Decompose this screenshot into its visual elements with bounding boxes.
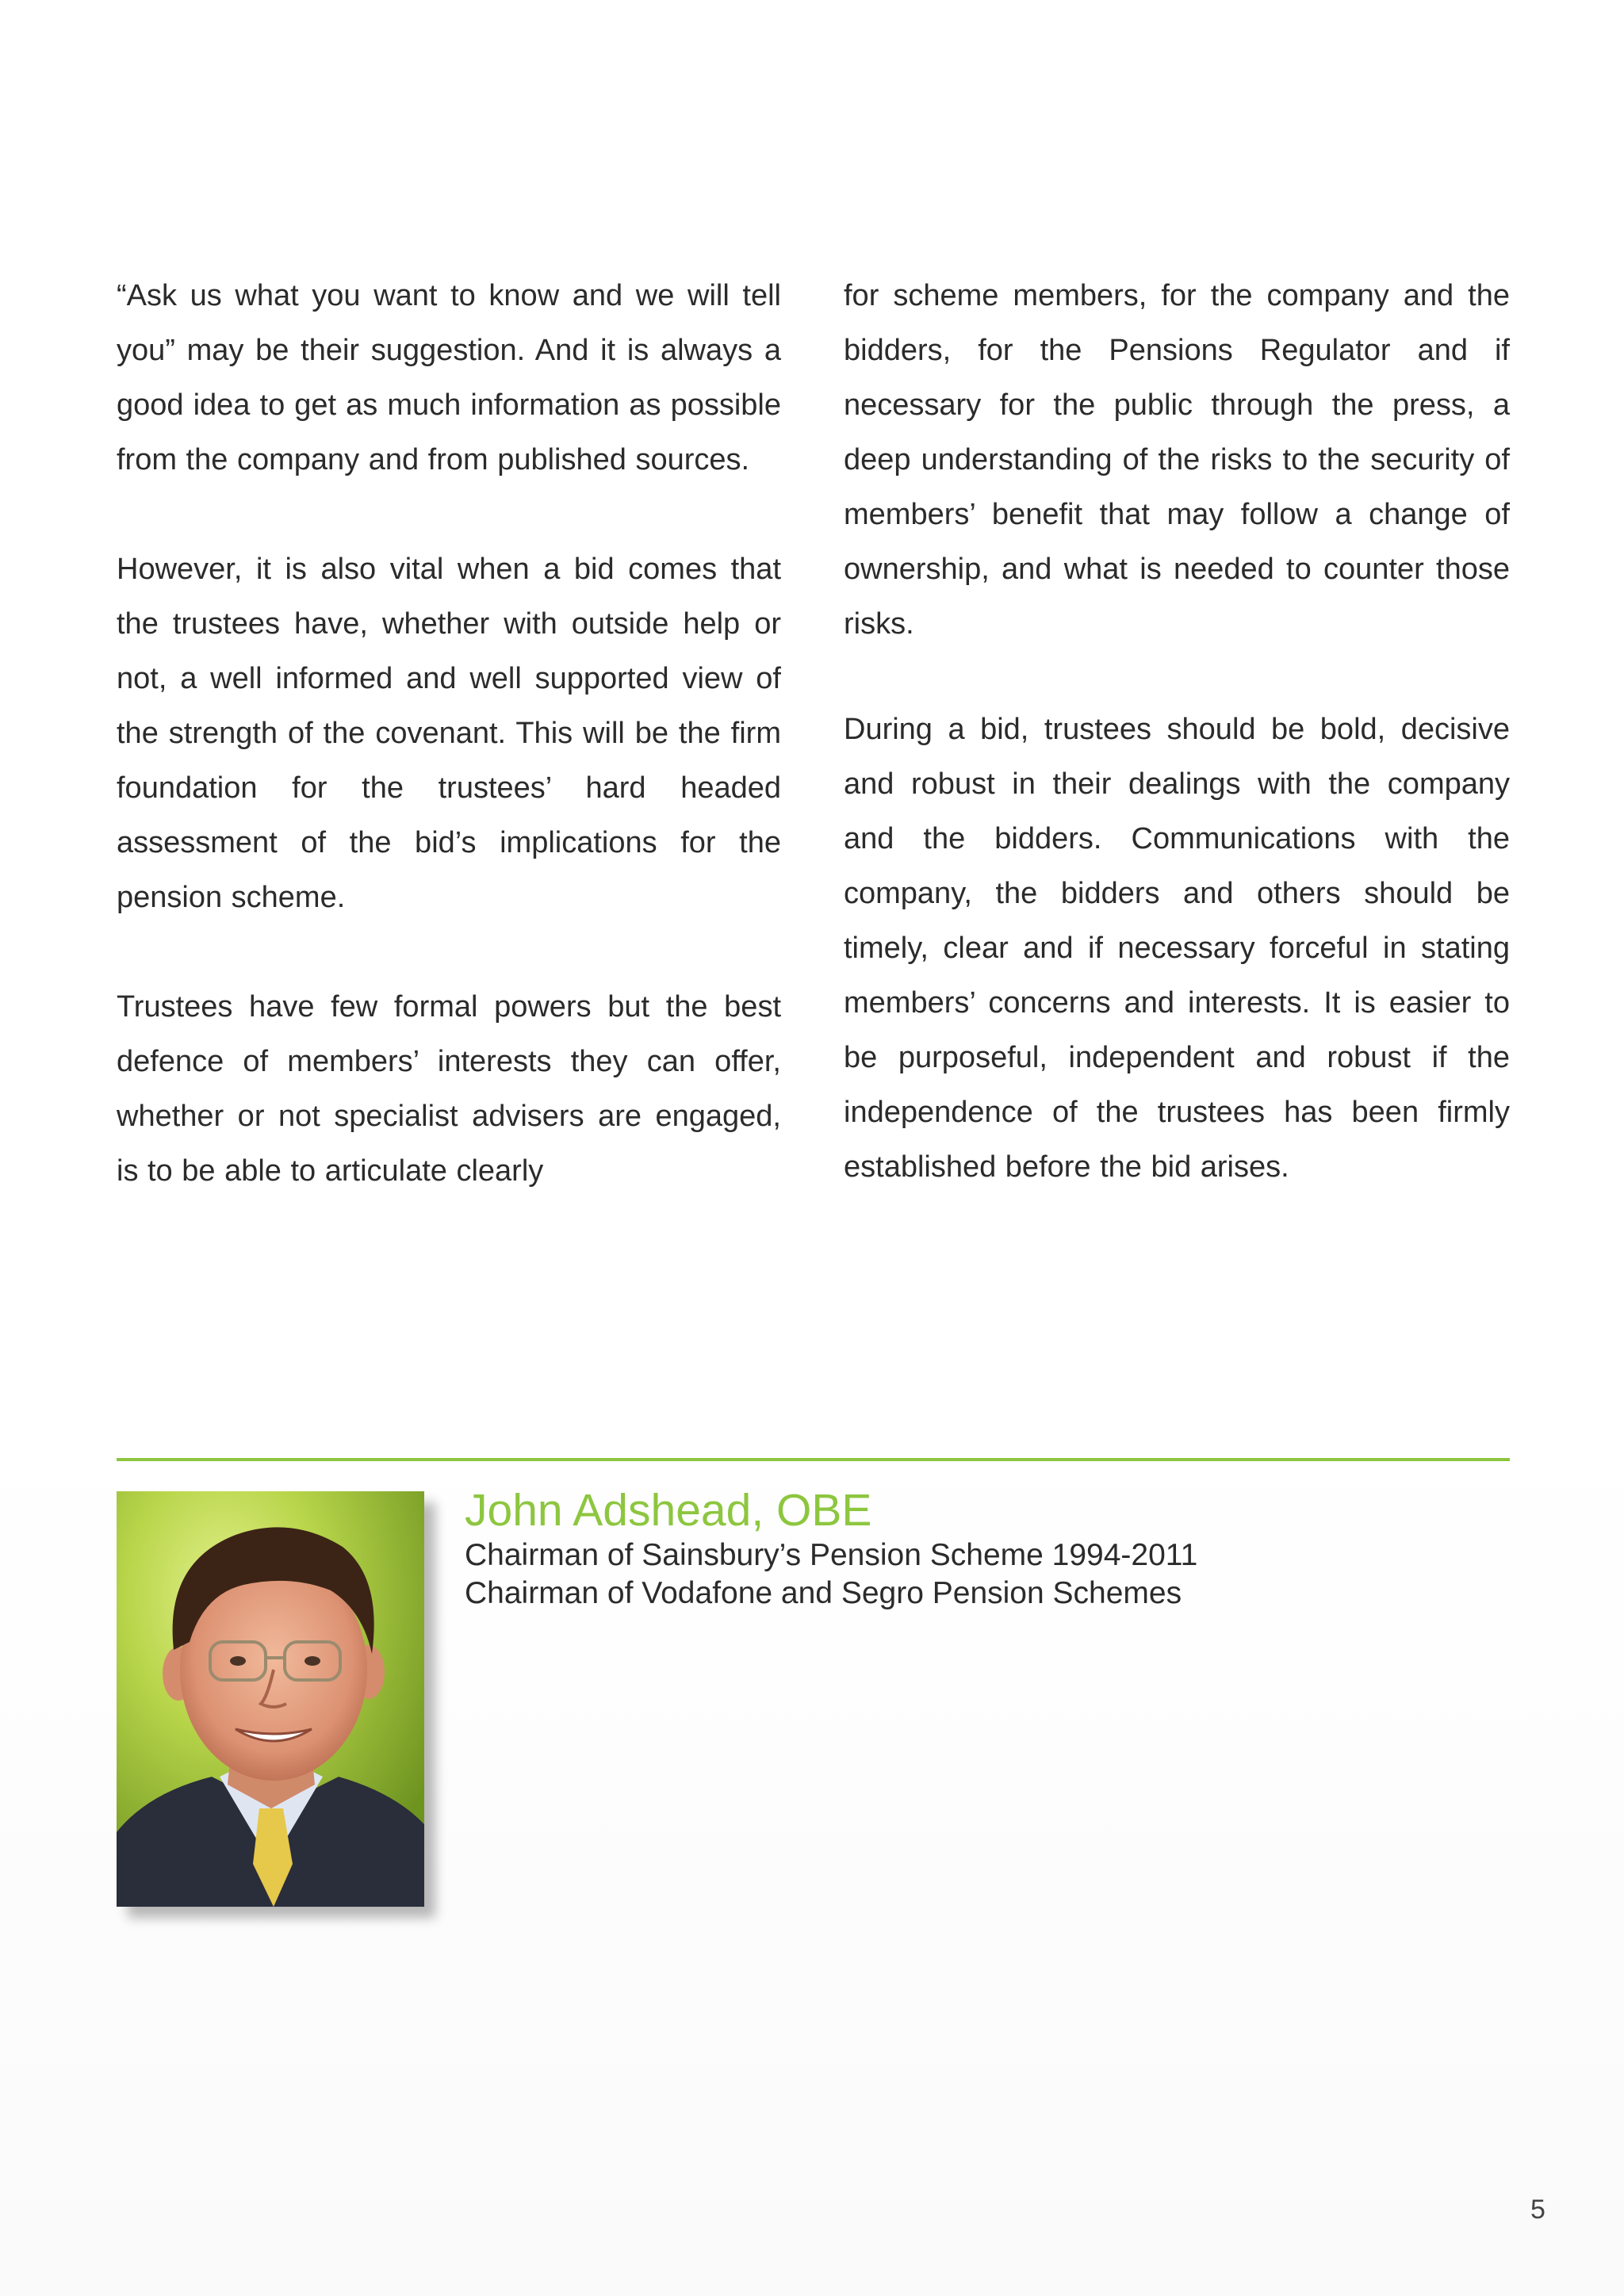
author-bio (465, 1484, 1197, 1613)
author-role-2: Chairman of Vodafone and Segro Pension Schemes (465, 1576, 1182, 1610)
page-number: 5 (1530, 2195, 1545, 2225)
right-paragraph-2: During a bid, trustees should be bold, decisive and robust in their dealings with the company and the bidders. Communications with the company, the bidders and others should be timely, clear and if necessary forceful in stating members’ concerns and interests. It is easier to be purposeful, independent and robust if the independence of the trustees has been firmly established before the bid arises. (844, 713, 1510, 1184)
left-paragraph-3: Trustees have few formal powers but the best defence of members’ interests they can offer, whether or not specialist advisers are engaged, is to be able to articulate clearly (117, 990, 781, 1188)
portrait-illustration (117, 1491, 424, 1907)
author-role-1: Chairman of Sainsbury’s Pension Scheme 1994-2011 (465, 1538, 1198, 1572)
left-paragraph-1: “Ask us what you want to know and we will tell you” may be their suggestion. And it is always a good idea to get as much information as possible from the company and from published sources. (117, 279, 781, 476)
right-column (844, 269, 1510, 1249)
portrait-photo (117, 1491, 424, 1907)
author-name: John Adshead, OBE (465, 1485, 872, 1536)
left-paragraph-2: However, it is also vital when a bid comes that the trustees have, whether with outside help or not, a well informed and well supported view of the strength of the covenant. This will be the firm foundation for the trustees’ hard headed assessment of the bid’s implications for the pension scheme. (117, 553, 781, 914)
divider-line (117, 1458, 1510, 1461)
right-paragraph-1: for scheme members, for the company and the bidders, for the Pensions Regulator and if necessary for the public through the press, a deep understanding of the risks to the security of members’ benefit that may follow a change of ownership, and what is needed to counter those risks. (844, 279, 1510, 641)
left-column (117, 269, 781, 1253)
